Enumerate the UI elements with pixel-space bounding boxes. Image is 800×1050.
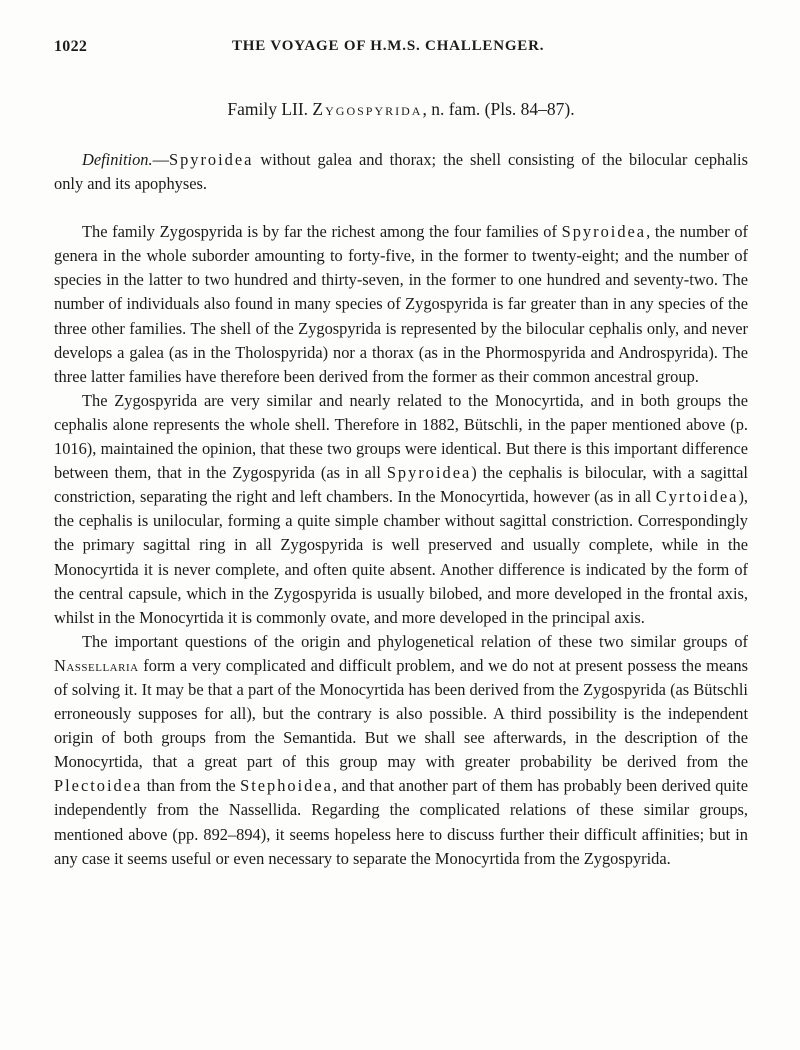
family-heading-suffix: , n. fam. (Pls. 84–87). <box>422 99 575 119</box>
spaced-term: Stephoidea <box>240 776 333 796</box>
paragraph-phylogeny <box>54 630 748 871</box>
text-run: The Zygospyrida are very similar and nearly related to the Monocyrtida, and in both groups the cephalis alone represents the whole shell. Therefore in 1882, Bütschli, in the paper mentioned above (p. 1016), maintained the opinion, that these two groups were identical. But there is this important difference between them, that in the Zygospyrida (as in all <box>54 390 748 483</box>
text-run: than from the <box>142 776 241 796</box>
small-caps-term: Nassellaria <box>54 655 139 675</box>
definition-label: Definition. <box>82 150 153 169</box>
text-run: ) the cephalis is bilocular, with a sagittal constriction, separating the right and left chambers. In the Monocyrtida, however (as in all <box>54 463 748 507</box>
spaced-term: Spyroidea <box>386 463 472 483</box>
journal-title: THE VOYAGE OF H.M.S. CHALLENGER. <box>232 38 545 54</box>
spaced-term: Cyrtoidea <box>655 487 739 507</box>
definition-paragraph <box>54 148 748 196</box>
spaced-term: Plectoidea <box>54 776 143 796</box>
paragraph-family-richness <box>54 220 748 389</box>
family-heading <box>54 99 748 120</box>
text-run: form a very complicated and difficult problem, and we do not at present possess the means of solving it. It may be that a part of the Monocyrtida has been derived from the Zygospyrida (as Bütschli erroneously supposes for all), but the contrary is also possible. A third possibility is the independent origin of both groups from the Semantida. But we shall see afterwards, in the description of the Monocyrtida, that a great part of this group may with greater probability be derived from the <box>54 655 748 772</box>
text-run: The family Zygospyrida is by far the richest among the four families of <box>82 222 562 242</box>
text-run: , and that another part of them has probably been derived quite independently from the Nassellida. Regarding the complicated relations of these similar groups, mentioned above (pp. 892–894), it seems hopeless here to discuss further their difficult affinities; but in any case it seems useful or even necessary to separate the Monocyrtida from the Zygospyrida. <box>54 776 748 868</box>
family-name: Zygospyrida <box>312 99 423 119</box>
spaced-term: Spyroidea <box>561 222 647 242</box>
definition-text: without galea and thorax; the shell consisting of the bilocular cephalis only and its apophyses. <box>54 150 748 194</box>
family-heading-prefix: Family LII. <box>227 99 309 119</box>
definition-dash: — <box>152 150 169 169</box>
page-number: 1022 <box>54 38 88 55</box>
body-text <box>54 148 748 871</box>
paragraph-monocyrtida-comparison <box>54 389 748 630</box>
text-run: The important questions of the origin and phylogenetical relation of these two similar groups of <box>82 631 748 651</box>
text-run: ), the cephalis is unilocular, forming a quite simple chamber without sagittal constriction. Correspondingly the primary sagittal ring in all Zygospyrida is well preserved and usually complete, while in the Monocyrtida it is never complete, and often quite absent. Another difference is indicated by the form of the central capsule, which in the Zygospyrida is usually bilobed, and more developed in the frontal axis, whilst in the Monocyrtida it is commonly ovate, and more developed in the principal axis. <box>54 487 748 627</box>
spaced-term: Spyroidea <box>168 150 254 169</box>
running-head <box>54 38 748 58</box>
text-run: , the number of genera in the whole suborder amounting to forty-five, in the former to twenty-eight; and the number of species in the latter to two hundred and thirty-seven, in the former to one hundred and seventy-two. The number of individuals also found in many species of Zygospyrida is far greater than in any species of the three other families. The shell of the Zygospyrida is represented by the bilocular cephalis only, and never develops a galea (as in the Tholospyrida) nor a thorax (as in the Phormospyrida and Androspyrida). The three latter families have therefore been derived from the former as their common ancestral group. <box>54 222 748 386</box>
